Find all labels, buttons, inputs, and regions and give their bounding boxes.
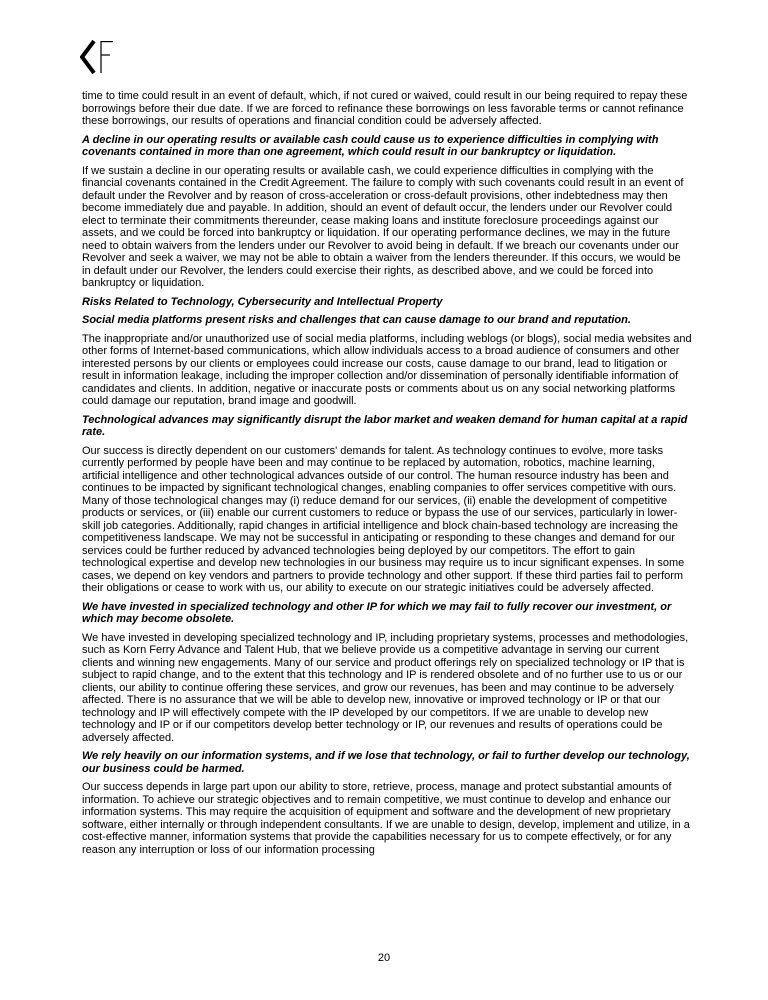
paragraph-specialized-technology: We have invested in developing specialized technology and IP, including proprietary systems, processes and methodologies, such as Korn Ferry Advance and Talent Hub, that we believe provide us a competitive advantage in serving our current clients and winning new engagements. Many of our service and product offerings rely on specialized technology or IP that is subject to rapid change, and to the extent that this technology and IP is rendered obsolete and of no further use to us or our clients, our ability to continue offering these services, and grow our revenues, has been and may continue to be adversely affected. There is no assurance that we will be able to develop new, innovative or improved technology or IP or that our technology and IP will effectively compete with the IP developed by our competitors. If we are unable to develop new technology and IP or if our competitors develop better technology or IP, our revenues and results of operations could be adversely affected.: [82, 631, 689, 744]
heading-specialized-technology: We have invested in specialized technology and other IP for which we may fail to fully recover our investment, or which may become obsolete.: [82, 600, 672, 625]
heading-covenant-risk: A decline in our operating results or available cash could cause us to experience difficulties in complying with covenants contained in more than one agreement, which could result in our bankruptcy or liquidation.: [82, 133, 659, 158]
paragraph-default-repayment: time to time could result in an event of default, which, if not cured or waived, could result in our being required to repay these borrowings before their due date. If we are forced to refinance these borrowings on less favorable terms or cannot refinance these borrowings, our results of operations and financial condition could be adversely affected.: [82, 90, 688, 127]
paragraph-technological-advances: Our success is directly dependent on our customers' demands for talent. As technology continues to evolve, more tasks currently performed by people have been and may continue to be replaced by automation, robotics, machine learning, artificial intelligence and other technological advances outside of our control. The human resource industry has been and continues to be impacted by significant technological changes, enabling companies to offer services competitive with ours. Many of those technological changes may (i) reduce demand for our services, (ii) enable the development of competitive products or services, or (iii) enable our current customers to reduce or bypass the use of our services, particularly in lower-skill job categories. Additionally, rapid changes in artificial intelligence and block chain-based technology are increasing the competitiveness landscape. We may not be successful in anticipating or responding to these changes and demand for our services could be further reduced by advanced technologies being deployed by our competitors. The effort to gain technological expertise and develop new technologies in our business may require us to incur significant expenses. In some cases, we depend on key vendors and partners to provide technology and other support. If these third parties fail to perform their obligations or cease to work with us, our ability to execute on our strategic initiatives could be adversely affected.: [82, 444, 685, 594]
heading-social-media: Social media platforms present risks and challenges that can cause damage to our brand and reputation.: [82, 314, 631, 326]
paragraph-covenant-risk: If we sustain a decline in our operating results or available cash, we could experience difficulties in complying with the financial covenants contained in the Credit Agreement. The failure to comply with such covenants could result in an event of default under the Revolver and by reason of cross-acceleration or cross-default provisions, other indebtedness may then become immediately due and payable. In addition, should an event of default occur, the lenders under our Revolver could elect to terminate their commitments thereunder, cease making loans and institute foreclosure proceedings against our assets, and we could be forced into bankruptcy or liquidation. If our operating performance declines, we may in the future need to obtain waivers from the lenders under our Revolver to avoid being in default. If we breach our covenants under our Revolver and seek a waiver, we may not be able to obtain a waiver from the lenders thereunder. If this occurs, we would be in default under our Revolver, the lenders could exercise their rights, as described above, and we could be forced into bankruptcy or liquidation.: [82, 164, 684, 289]
paragraph-information-systems: Our success depends in large part upon our ability to store, retrieve, process, manage and protect substantial amounts of information. To achieve our strategic objectives and to remain competitive, we must continue to develop and enhance our information systems. This may require the acquisition of equipment and software and the development of new proprietary software, either internally or through independent consultants. If we are unable to design, develop, implement and utilize, in a cost-effective manner, information systems that provide the capabilities necessary for us to compete effectively, or for any reason any interruption or loss of our information processing: [82, 781, 690, 856]
page-number: 20: [377, 952, 391, 964]
document-body: [82, 90, 692, 862]
heading-technological-advances: Technological advances may significantly disrupt the labor market and weaken demand for human capital at a rapid rate.: [82, 413, 688, 438]
section-heading-technology: Risks Related to Technology, Cybersecurity and Intellectual Property: [82, 295, 443, 308]
korn-ferry-logo-icon: [80, 40, 124, 74]
paragraph-social-media: The inappropriate and/or unauthorized use of social media platforms, including weblogs (or blogs), social media websites and other forms of Internet-based communications, which allow individuals access to a broad audience of consumers and other interested persons by our clients or employees could increase our costs, cause damage to our brand, lead to litigation or result in information leakage, including the improper collection and/or dissemination of personally identifiable information of candidates and clients. In addition, negative or inaccurate posts or comments about us on any social networking platforms could damage our reputation, brand image and goodwill.: [82, 332, 692, 407]
heading-information-systems: We rely heavily on our information systems, and if we lose that technology, or fail to further develop our technology, our business could be harmed.: [82, 750, 690, 775]
